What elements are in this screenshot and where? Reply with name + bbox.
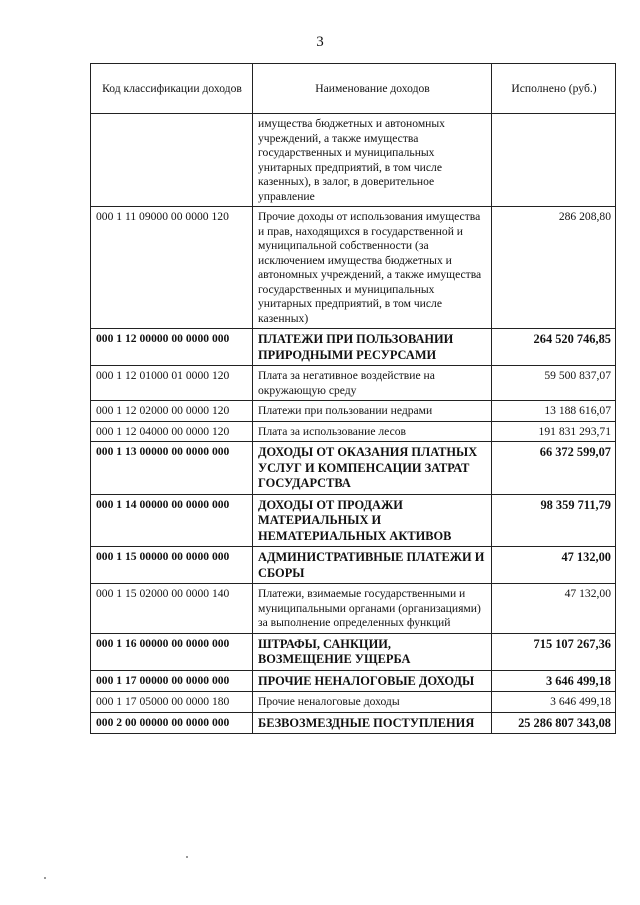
amount-cell: 191 831 293,71 bbox=[492, 421, 616, 442]
amount-cell bbox=[492, 114, 616, 207]
scan-speck bbox=[44, 877, 46, 879]
code-cell: 000 1 17 05000 00 0000 180 bbox=[91, 692, 253, 713]
name-cell: ПЛАТЕЖИ ПРИ ПОЛЬЗОВАНИИ ПРИРОДНЫМИ РЕСУРСАМИ bbox=[253, 329, 492, 366]
table-row bbox=[91, 421, 616, 442]
revenue-table bbox=[90, 63, 616, 734]
code-cell: 000 1 12 00000 00 0000 000 bbox=[91, 329, 253, 366]
amount-cell: 3 646 499,18 bbox=[492, 692, 616, 713]
code-cell: 000 1 12 04000 00 0000 120 bbox=[91, 421, 253, 442]
amount-cell: 25 286 807 343,08 bbox=[492, 712, 616, 734]
name-cell: Плата за негативное воздействие на окружающую среду bbox=[253, 366, 492, 401]
table-header-row bbox=[91, 64, 616, 114]
name-cell: Прочие неналоговые доходы bbox=[253, 692, 492, 713]
table-row bbox=[91, 401, 616, 422]
scan-speck bbox=[186, 856, 188, 858]
amount-cell: 715 107 267,36 bbox=[492, 633, 616, 670]
name-cell: ДОХОДЫ ОТ ПРОДАЖИ МАТЕРИАЛЬНЫХ И НЕМАТЕРИАЛЬНЫХ АКТИВОВ bbox=[253, 494, 492, 547]
amount-cell: 59 500 837,07 bbox=[492, 366, 616, 401]
code-cell: 000 1 12 01000 01 0000 120 bbox=[91, 366, 253, 401]
name-cell: АДМИНИСТРАТИВНЫЕ ПЛАТЕЖИ И СБОРЫ bbox=[253, 547, 492, 584]
code-cell: 000 2 00 00000 00 0000 000 bbox=[91, 712, 253, 734]
amount-cell: 3 646 499,18 bbox=[492, 670, 616, 692]
table-row bbox=[91, 633, 616, 670]
table-row bbox=[91, 547, 616, 584]
table-body bbox=[91, 114, 616, 734]
header-name: Наименование доходов bbox=[253, 64, 492, 114]
code-cell bbox=[91, 114, 253, 207]
table-row bbox=[91, 670, 616, 692]
table-row bbox=[91, 207, 616, 329]
code-cell: 000 1 13 00000 00 0000 000 bbox=[91, 442, 253, 495]
table-row bbox=[91, 494, 616, 547]
table-row bbox=[91, 712, 616, 734]
code-cell: 000 1 11 09000 00 0000 120 bbox=[91, 207, 253, 329]
table-row bbox=[91, 366, 616, 401]
amount-cell: 47 132,00 bbox=[492, 547, 616, 584]
code-cell: 000 1 12 02000 00 0000 120 bbox=[91, 401, 253, 422]
name-cell: Платежи при пользовании недрами bbox=[253, 401, 492, 422]
table-row bbox=[91, 114, 616, 207]
amount-cell: 286 208,80 bbox=[492, 207, 616, 329]
page-number: 3 bbox=[316, 34, 324, 50]
code-cell: 000 1 15 02000 00 0000 140 bbox=[91, 584, 253, 634]
code-cell: 000 1 15 00000 00 0000 000 bbox=[91, 547, 253, 584]
amount-cell: 98 359 711,79 bbox=[492, 494, 616, 547]
name-cell: имущества бюджетных и автономных учреждений, а также имущества государственных и муниципальных унитарных предприятий, в том числе казенных), в залог, в доверительное управление bbox=[253, 114, 492, 207]
table-row bbox=[91, 692, 616, 713]
name-cell: ШТРАФЫ, САНКЦИИ, ВОЗМЕЩЕНИЕ УЩЕРБА bbox=[253, 633, 492, 670]
header-code: Код классификации доходов bbox=[91, 64, 253, 114]
name-cell: Платежи, взимаемые государственными и муниципальными органами (организациями) за выполнение определенных функций bbox=[253, 584, 492, 634]
header-amount: Исполнено (руб.) bbox=[492, 64, 616, 114]
name-cell: БЕЗВОЗМЕЗДНЫЕ ПОСТУПЛЕНИЯ bbox=[253, 712, 492, 734]
amount-cell: 264 520 746,85 bbox=[492, 329, 616, 366]
name-cell: ПРОЧИЕ НЕНАЛОГОВЫЕ ДОХОДЫ bbox=[253, 670, 492, 692]
code-cell: 000 1 17 00000 00 0000 000 bbox=[91, 670, 253, 692]
name-cell: Прочие доходы от использования имущества и прав, находящихся в государственной и муниципальной собственности (за исключением имущества бюджетных и автономных учреждений, а также имущества государственных и муниципальных унитарных предприятий, в том числе казенных) bbox=[253, 207, 492, 329]
table-row bbox=[91, 329, 616, 366]
amount-cell: 66 372 599,07 bbox=[492, 442, 616, 495]
table-row bbox=[91, 442, 616, 495]
amount-cell: 47 132,00 bbox=[492, 584, 616, 634]
code-cell: 000 1 14 00000 00 0000 000 bbox=[91, 494, 253, 547]
code-cell: 000 1 16 00000 00 0000 000 bbox=[91, 633, 253, 670]
table-row bbox=[91, 584, 616, 634]
amount-cell: 13 188 616,07 bbox=[492, 401, 616, 422]
name-cell: ДОХОДЫ ОТ ОКАЗАНИЯ ПЛАТНЫХ УСЛУГ И КОМПЕНСАЦИИ ЗАТРАТ ГОСУДАРСТВА bbox=[253, 442, 492, 495]
name-cell: Плата за использование лесов bbox=[253, 421, 492, 442]
